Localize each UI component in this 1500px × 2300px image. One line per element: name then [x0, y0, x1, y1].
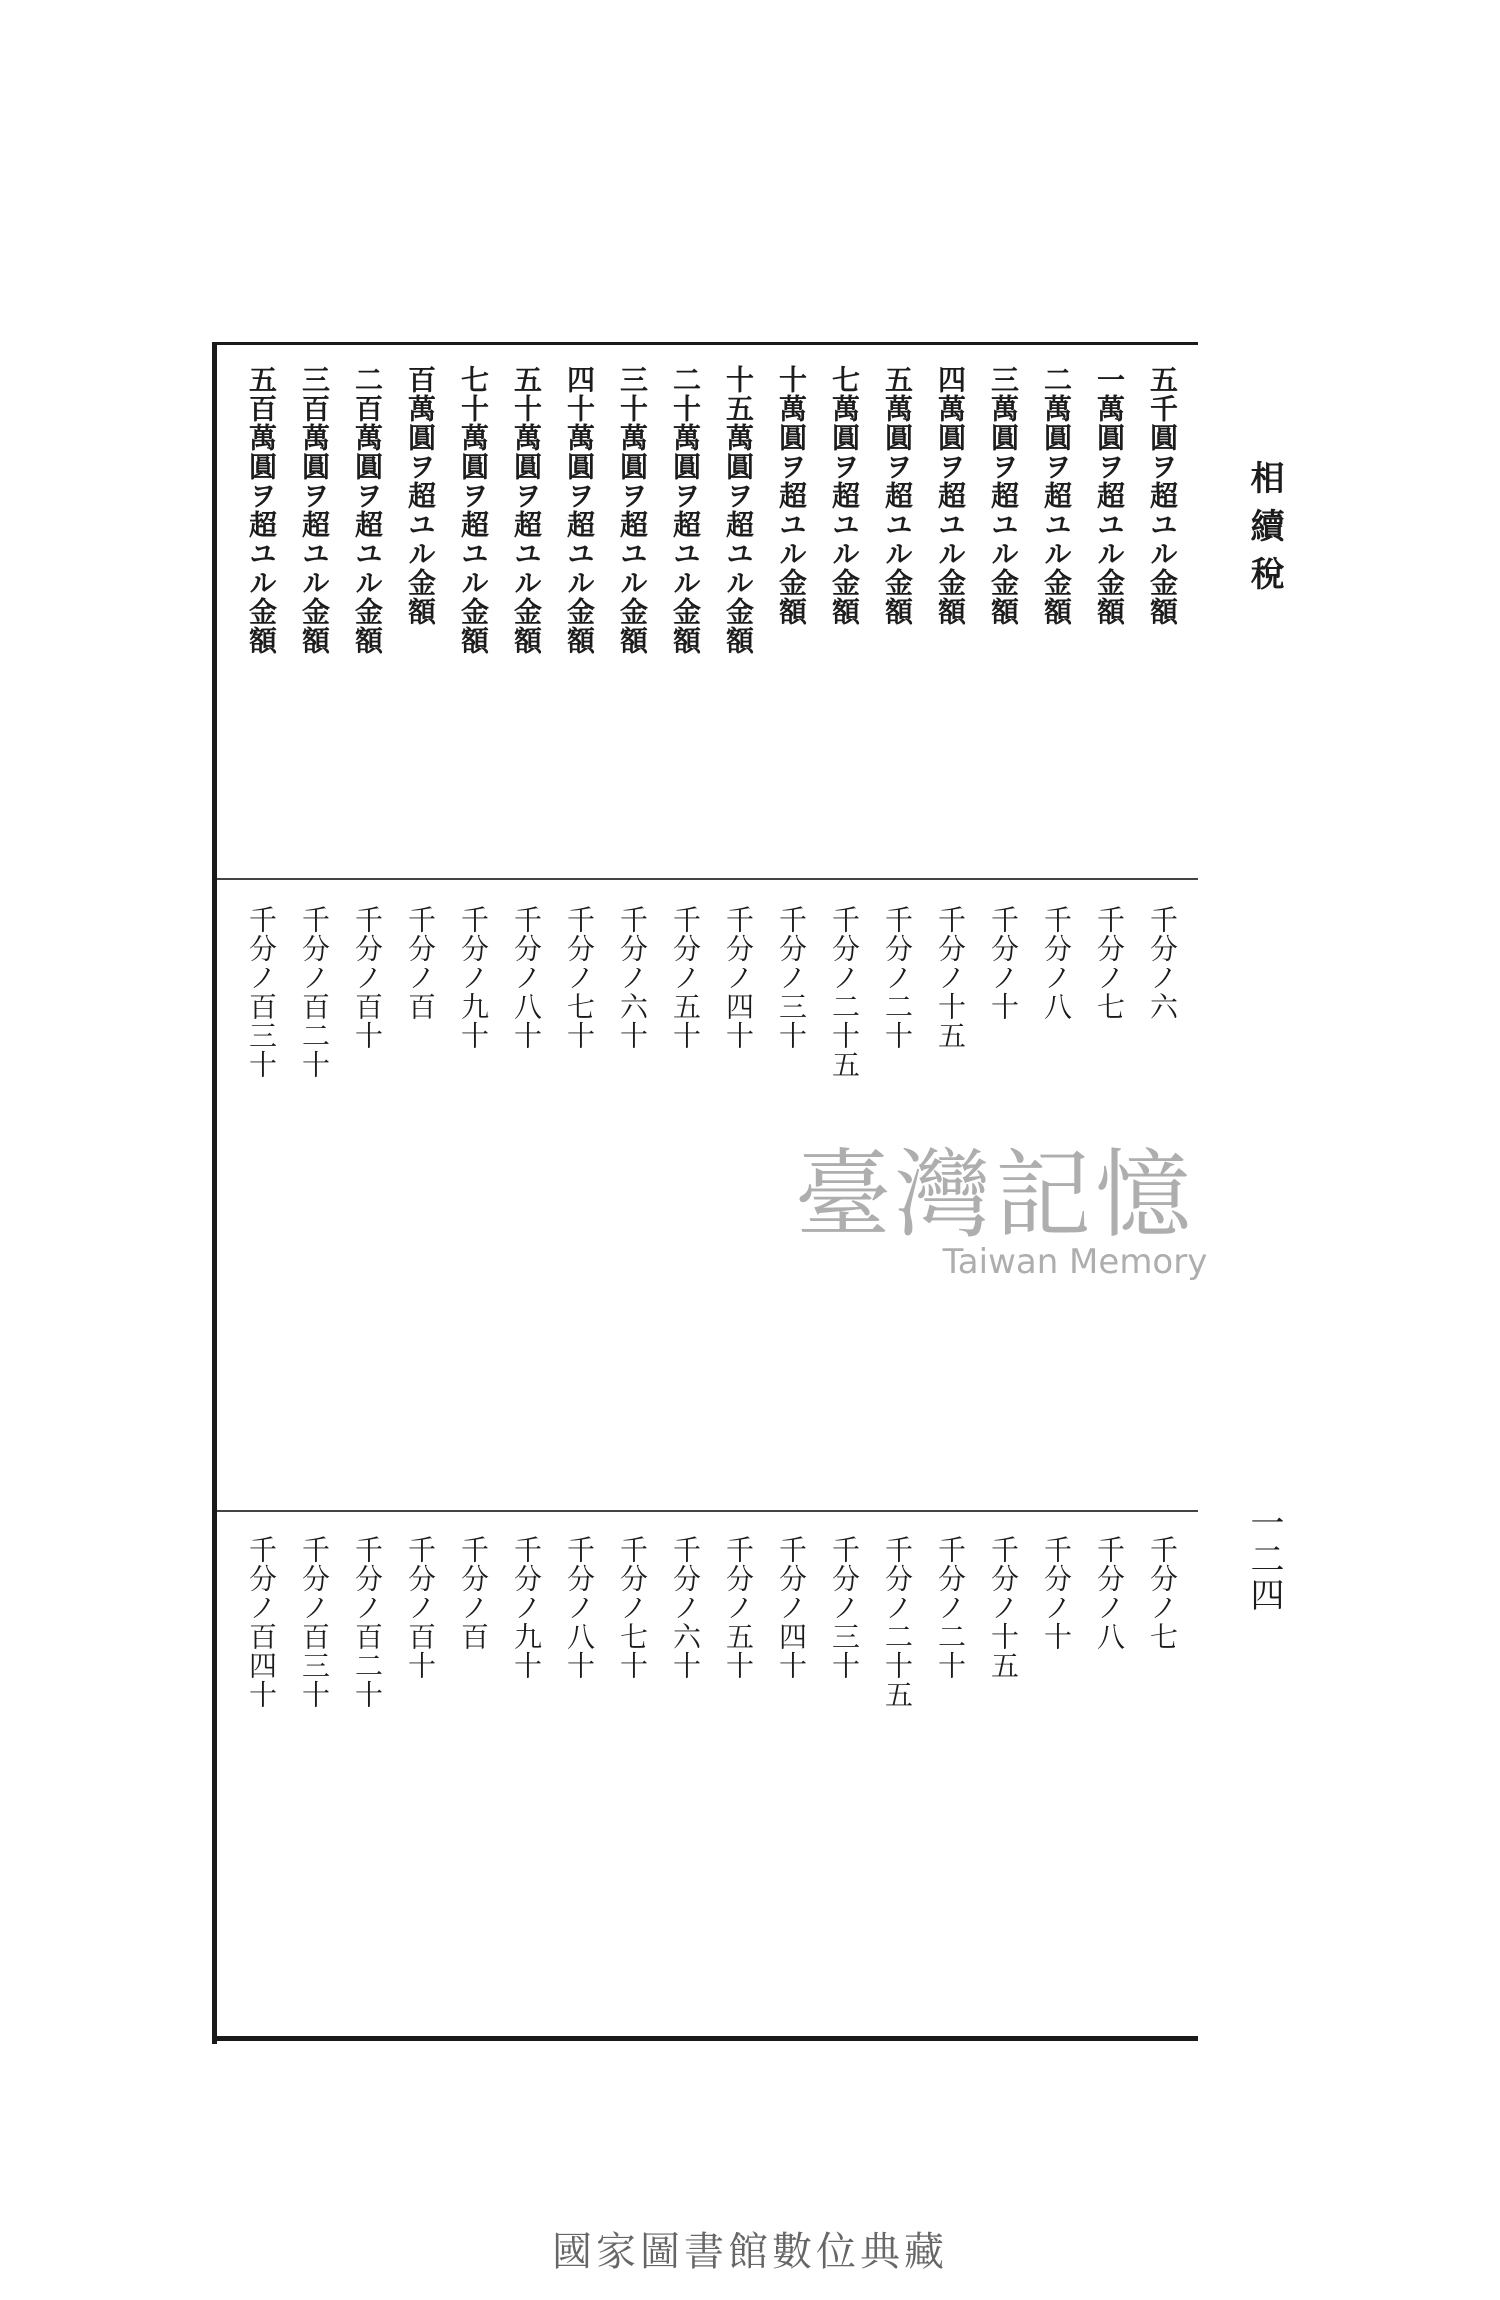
watermark-subtitle: Taiwan Memory — [942, 1242, 1208, 1282]
bracket-amount-cell: 五十萬圓ヲ超ユル金額 — [510, 365, 543, 655]
rate-column-2-cell: 千分ノ九十 — [510, 1535, 543, 1680]
watermark — [735, 1140, 1255, 1282]
rate-column-1-cell: 千分ノ九十 — [457, 905, 490, 1050]
running-head: 相續稅 — [1244, 460, 1284, 604]
bracket-amount-cell: 三百萬圓ヲ超ユル金額 — [298, 365, 331, 655]
rate-column-2-cell: 千分ノ二十 — [934, 1535, 967, 1680]
rate-column-1-cell: 千分ノ四十 — [722, 905, 755, 1050]
rate-column-1-cell: 千分ノ百二十 — [298, 905, 331, 1079]
rate-column-2-cell: 千分ノ十五 — [987, 1535, 1020, 1680]
rate-column-1-cell: 千分ノ十五 — [934, 905, 967, 1050]
bracket-amount-cell: 三十萬圓ヲ超ユル金額 — [616, 365, 649, 655]
rate-column-2-cell: 千分ノ七 — [1146, 1535, 1179, 1651]
rate-column-1-cell: 千分ノ三十 — [775, 905, 808, 1050]
rate-column-1-cell: 千分ノ十 — [987, 905, 1020, 1021]
rate-column-1-cell: 千分ノ二十 — [881, 905, 914, 1050]
bracket-amount-cell: 七十萬圓ヲ超ユル金額 — [457, 365, 490, 655]
rate-column-1-cell: 千分ノ五十 — [669, 905, 702, 1050]
rate-column-1-cell: 千分ノ七十 — [563, 905, 596, 1050]
rate-column-2-cell: 千分ノ六十 — [669, 1535, 702, 1680]
bracket-amount-cell: 百萬圓ヲ超ユル金額 — [404, 365, 437, 626]
rate-column-2-cell: 千分ノ三十 — [828, 1535, 861, 1680]
watermark-logo-text: 臺灣記憶 — [795, 1139, 1195, 1251]
rate-column-2-cell: 千分ノ百 — [457, 1535, 490, 1651]
bracket-amount-cell: 五千圓ヲ超ユル金額 — [1146, 365, 1179, 626]
bracket-amount-cell: 十五萬圓ヲ超ユル金額 — [722, 365, 755, 655]
rate-column-2-cell: 千分ノ百十 — [404, 1535, 437, 1680]
bracket-amount-cell: 一萬圓ヲ超ユル金額 — [1093, 365, 1126, 626]
rate-column-2-cell: 千分ノ五十 — [722, 1535, 755, 1680]
bracket-amount-cell: 七萬圓ヲ超ユル金額 — [828, 365, 861, 626]
table-frame-top-border — [212, 342, 1198, 345]
rate-column-2-cell: 千分ノ二十五 — [881, 1535, 914, 1709]
bracket-amount-cell: 五百萬圓ヲ超ユル金額 — [245, 365, 278, 655]
rate-column-2-cell: 千分ノ百二十 — [351, 1535, 384, 1709]
bracket-amount-cell: 二百萬圓ヲ超ユル金額 — [351, 365, 384, 655]
section-divider — [217, 878, 1198, 880]
rate-column-2-cell: 千分ノ七十 — [616, 1535, 649, 1680]
rate-column-1-cell: 千分ノ百三十 — [245, 905, 278, 1079]
rate-column-2-cell: 千分ノ十 — [1040, 1535, 1073, 1651]
bracket-amount-cell: 二十萬圓ヲ超ユル金額 — [669, 365, 702, 655]
rate-column-2-cell: 千分ノ八 — [1093, 1535, 1126, 1651]
rate-column-2-cell: 千分ノ百四十 — [245, 1535, 278, 1709]
rate-column-2-cell: 千分ノ四十 — [775, 1535, 808, 1680]
rate-column-1-cell: 千分ノ七 — [1093, 905, 1126, 1021]
rate-column-1-cell: 千分ノ二十五 — [828, 905, 861, 1079]
bracket-amount-cell: 十萬圓ヲ超ユル金額 — [775, 365, 808, 626]
rate-column-1-cell: 千分ノ八 — [1040, 905, 1073, 1021]
bracket-amount-cell: 三萬圓ヲ超ユル金額 — [987, 365, 1020, 626]
bracket-amount-cell: 五萬圓ヲ超ユル金額 — [881, 365, 914, 626]
rate-column-1-cell: 千分ノ六十 — [616, 905, 649, 1050]
table-frame-left-border — [212, 342, 217, 2044]
rate-column-1-cell: 千分ノ八十 — [510, 905, 543, 1050]
page-number: 一二四 — [1244, 1505, 1284, 1613]
rate-column-1-cell: 千分ノ百 — [404, 905, 437, 1021]
bracket-amount-cell: 二萬圓ヲ超ユル金額 — [1040, 365, 1073, 626]
rate-column-1-cell: 千分ノ百十 — [351, 905, 384, 1050]
bracket-amount-cell: 四十萬圓ヲ超ユル金額 — [563, 365, 596, 655]
bracket-amount-cell: 四萬圓ヲ超ユル金額 — [934, 365, 967, 626]
section-divider — [217, 1510, 1198, 1512]
footer-credit: 國家圖書館數位典藏 — [552, 2229, 948, 2275]
rate-column-1-cell: 千分ノ六 — [1146, 905, 1179, 1021]
rate-column-2-cell: 千分ノ百三十 — [298, 1535, 331, 1709]
rate-column-2-cell: 千分ノ八十 — [563, 1535, 596, 1680]
table-frame-bottom-border — [212, 2036, 1198, 2041]
